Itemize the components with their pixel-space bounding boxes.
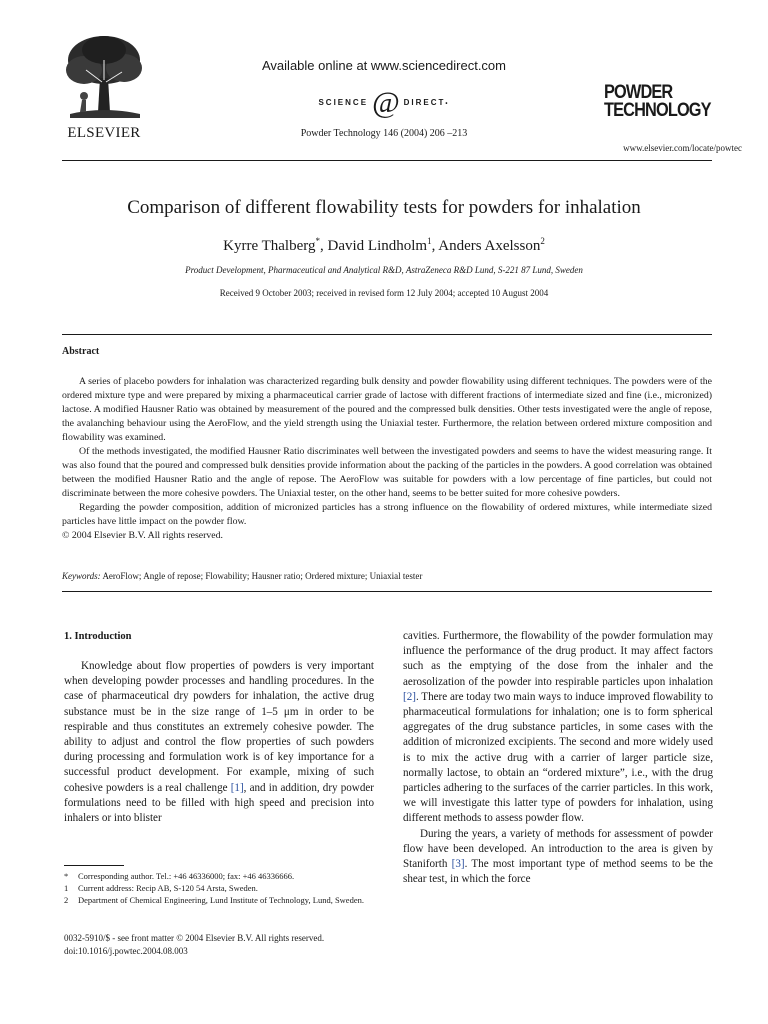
abstract-copyright: © 2004 Elsevier B.V. All rights reserved. [62, 530, 223, 541]
journal-brand-line1: POWDER [604, 82, 673, 103]
author-name: Kyrre Thalberg [223, 238, 316, 254]
body-text: . There are today two main ways to induce improved flowability to pharmaceutical formulations for inhalation; one is to form spherical aggregates of the drug substance particles, in some cases with the addition of micronized excipients. The second and more widely used is to mix the active drug with a carrier of larger particle size, normally lactose, to obtain an “ordered mixture”, i.e., with the drug particles adhering to the surfaces of the carrier particles. In this work, we will investigate this latter type of powders for inhalation, using different methods to assess powder flow. [403, 690, 713, 825]
body-paragraph [403, 827, 713, 888]
sd-left-text: SCIENCE [318, 98, 369, 107]
abstract-paragraph: Regarding the powder composition, addition of micronized particles has a strong influence on the flowability of ordered mixtures, while intermediate sized particles have little impact on the powder flow. [62, 502, 712, 527]
body-text: cavities. Furthermore, the flowability of the powder formulation may influence the performance of the drug product. It may affect factors such as the emptying of the dose from the inhaler and the aerosolization of the powder into respirable particles upon inhalation [403, 630, 713, 688]
available-online-text: Available online at www.sciencedirect.com [262, 58, 506, 73]
footnote-mark: 1 [64, 883, 69, 893]
received-dates: Received 9 October 2003; received in revised form 12 July 2004; accepted 10 August 2004 [219, 288, 549, 298]
journal-brand-line2: TECHNOLOGY [604, 100, 711, 121]
citation-link-3[interactable]: [3] [451, 858, 465, 871]
footnote [64, 882, 374, 894]
author-list: Kyrre Thalberg*, David Lindholm$^1$, Anders Axelsson$^2$ [223, 236, 545, 254]
keywords [62, 571, 712, 581]
keywords-list: AeroFlow; Angle of repose; Flowability; Hausner ratio; Ordered mixture; Uniaxial tester [102, 571, 423, 581]
at-sign-icon: @ [372, 86, 400, 119]
front-matter [64, 932, 384, 958]
body-text: During the years, a variety of methods for assessment of powder flow have been developed. An introduction to the area is given by Staniforth [403, 827, 713, 871]
abstract-heading: Abstract [62, 346, 100, 357]
abstract-divider-top [62, 334, 712, 335]
author-name: David Lindholm [327, 238, 428, 254]
body-text: Knowledge about flow properties of powders is very important when developing powder processes and handling procedures. In the case of pharmaceutical dry powders for inhalation, the active drug substance must be in the size range of 1–5 μm in order to be respirable and thus constitutes an extremely cohesive powder. The ability to adjust and control the flow properties of such powders during processing and formulation work is of key importance for a successful product development. For example, mixing of such cohesive powders is a real challenge [64, 660, 374, 794]
journal-citation: Powder Technology 146 (2004) 206 –213 [300, 128, 468, 139]
footnote-divider [64, 865, 124, 866]
footnote [64, 870, 374, 882]
footnote-text: Current address: Recip AB, S-120 54 Arsta, Sweden. [78, 883, 258, 893]
author-mark: 1 [427, 236, 432, 246]
body-paragraph [403, 629, 713, 827]
journal-brand [604, 84, 716, 120]
footnotes [64, 870, 374, 906]
section-heading-introduction: 1. Introduction [64, 631, 132, 642]
footnote-mark: * [64, 871, 69, 881]
sciencedirect-logo: SCIENCE @ DIRECT• [318, 86, 450, 119]
abstract-divider-bottom [62, 591, 712, 592]
article-title: Comparison of different flowability tests for powders for inhalation [127, 197, 641, 218]
sd-right-text: DIRECT [403, 98, 446, 107]
author-mark: * [315, 236, 320, 246]
citation-link-1[interactable]: [1] [230, 781, 244, 794]
abstract-body [62, 375, 712, 543]
elsevier-tree-logo [62, 30, 146, 140]
citation-link-2[interactable]: [2] [403, 690, 416, 703]
doi-line[interactable]: doi:10.1016/j.powtec.2004.08.003 [64, 946, 188, 956]
body-text: . The most important type of method seems to be the shear test, in which the force [403, 858, 713, 886]
abstract-paragraph: Of the methods investigated, the modified Hausner Ratio discriminates well between the investigated powders and seems to have the widest measuring range. It was also found that the poured and compressed bulk densities provide information about the packing of the particles in the powders. A good correlation was obtained between the modified Hausner Ratio and the angle of repose. The AeroFlow was suitable for powders with a low percentage of fine particles, but could not discriminate between the more cohesive powders. The Uniaxial tester, on the other hand, seems to be better suited for more cohesive powders. [62, 446, 712, 499]
author-mark: 2 [540, 236, 545, 246]
header-divider [62, 160, 712, 161]
issn-line: 0032-5910/$ - see front matter © 2004 Elsevier B.V. All rights reserved. [64, 933, 325, 943]
body-paragraph [64, 659, 374, 826]
affiliation: Product Development, Pharmaceutical and Analytical R&D, AstraZeneca R&D Lund, S-221 87 Lund, Sweden [185, 265, 583, 275]
footnote-mark: 2 [64, 895, 69, 905]
footnote-text: Corresponding author. Tel.: +46 46336000; fax: +46 46336666. [78, 871, 295, 881]
journal-url[interactable]: www.elsevier.com/locate/powtec [623, 143, 742, 153]
footnote [64, 894, 374, 906]
body-text: , and in addition, dry powder formulations need to be filled with high speed and precision into inhalers or into blister [64, 781, 374, 825]
column-left [64, 659, 374, 826]
abstract-paragraph: A series of placebo powders for inhalation was characterized regarding bulk density and powder flowability using different techniques. The powders were of the ordered mixture type and were prepared by mixing a pharmaceutical carrier grade of lactose with different fractions of intermediate sized and fine (i.e., micronized) lactose. A modified Hausner Ratio was obtained by measurement of the poured and the compressed bulk densities. Other tests investigated were the angle of repose, the avalanching behaviour using the AeroFlow, and the yield strength using the Uniaxial tester. Furthermore, the relation between ordered mixture composition and flowability was examined. [62, 376, 712, 443]
author-name: Anders Axelsson [438, 238, 541, 254]
column-right [403, 629, 713, 887]
keywords-label: Keywords: [62, 571, 101, 581]
footnote-text: Department of Chemical Engineering, Lund Institute of Technology, Lund, Sweden. [78, 895, 364, 905]
publisher-name: ELSEVIER [67, 125, 141, 141]
